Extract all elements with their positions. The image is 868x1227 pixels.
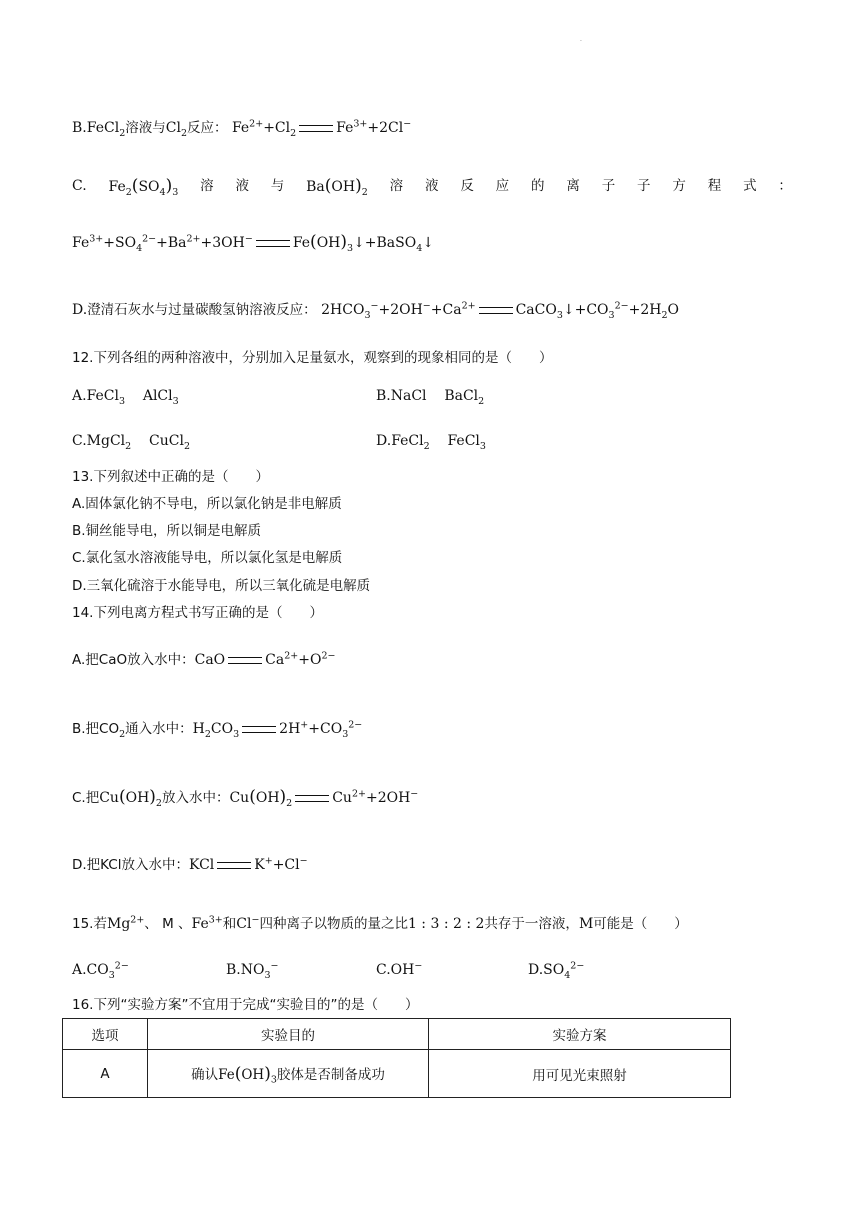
q15-stem: 15.若$Mg^{2+}$、 M 、$Fe^{3+}$和Cl−四种离子以物质的量之比1 : 3 : 2 : 2共存于一溶液，M可能是（ ） [72, 914, 688, 932]
q11-c-equation: $Fe^{3+}+SO_4^{2-}+Ba^{2+}+3OH^-$ $Fe(OH)_3↓+BaSO_4↓$ [72, 232, 435, 254]
q13-option-c: C.氯化氢水溶液能导电，所以氯化氢是电解质 [72, 550, 343, 566]
q12-option-a: A.FeCl$_3$ AlCl$_3$ [72, 388, 179, 407]
row-goal: 确认$Fe(OH)_3$胶体是否制备成功 [148, 1050, 429, 1098]
q12-option-d: D.FeCl$_2$ FeCl$_3$ [376, 433, 486, 452]
q11-option-b: B.FeCl$_2$溶液与$Cl_2$反应： $Fe^{2+}+Cl_2$ $Fe^{3+}+2Cl^-$ [72, 118, 412, 139]
q14-stem: 14.下列电离方程式书写正确的是（ ） [72, 605, 323, 621]
q15-option-a: $A.CO_3^{2-}$ [72, 960, 129, 981]
table-row [63, 1050, 731, 1098]
q13-option-a: A.固体氯化钠不导电，所以氯化钠是非电解质 [72, 496, 342, 512]
q14-option-b: B.把$CO_2$通入水中：$H_2CO_3$ $2H^++CO_3^{2-}$ [72, 719, 363, 740]
q13-option-d: D.三氧化硫溶于水能导电，所以三氧化硫是电解质 [72, 578, 371, 594]
q13-option-b: B.铜丝能导电，所以铜是电解质 [72, 523, 262, 539]
q13-stem: 13.下列叙述中正确的是（ ） [72, 469, 269, 485]
q14-option-a: A.把CaO放入水中：CaO $Ca^{2+}+O^{2-}$ [72, 650, 336, 668]
table-header-row [63, 1019, 731, 1050]
q15-option-d: $D.SO_4^{2-}$ [528, 960, 585, 981]
row-plan: 用可见光束照射 [429, 1050, 731, 1098]
q14-option-d: D.把KCl放入水中：KCl K++Cl− [72, 855, 308, 873]
page-mark: . [580, 36, 582, 43]
q16-table [62, 1018, 731, 1098]
q16-stem: 16.下列“实验方案”不宜用于完成“实验目的”的是（ ） [72, 997, 419, 1013]
q12-option-b: B.NaCl BaCl$_2$ [376, 388, 485, 407]
q15-option-c: C.OH− [376, 960, 423, 978]
header-option: 选项 [63, 1019, 148, 1050]
q12-stem: 12.下列各组的两种溶液中，分别加入足量氨水，观察到的现象相同的是（ ） [72, 350, 553, 366]
q11-option-d: D.澄清石灰水与过量碳酸氢钠溶液反应： $2HCO_3^-+2OH^-+Ca^{2+}$ $CaCO_3↓+CO_3^{2-}+2H_2O$ [72, 300, 679, 321]
q14-option-c: C.把$Cu(OH)_2$放入水中：$Cu(OH)_2$ $Cu^{2+}+2OH^-$ [72, 787, 419, 809]
row-option: A [63, 1050, 148, 1098]
header-goal: 实验目的 [148, 1019, 429, 1050]
q15-option-b: $B.NO_3^-$ [226, 960, 279, 981]
header-plan: 实验方案 [429, 1019, 731, 1050]
q11-option-c: C. $Fe_2(SO_4)_3$ 溶 液 与 $Ba(OH)_2$ 溶 液 反 应 的 离 子 子 方 程 式 ： [72, 176, 792, 198]
q12-option-c: C.MgCl$_2$ CuCl$_2$ [72, 433, 190, 452]
